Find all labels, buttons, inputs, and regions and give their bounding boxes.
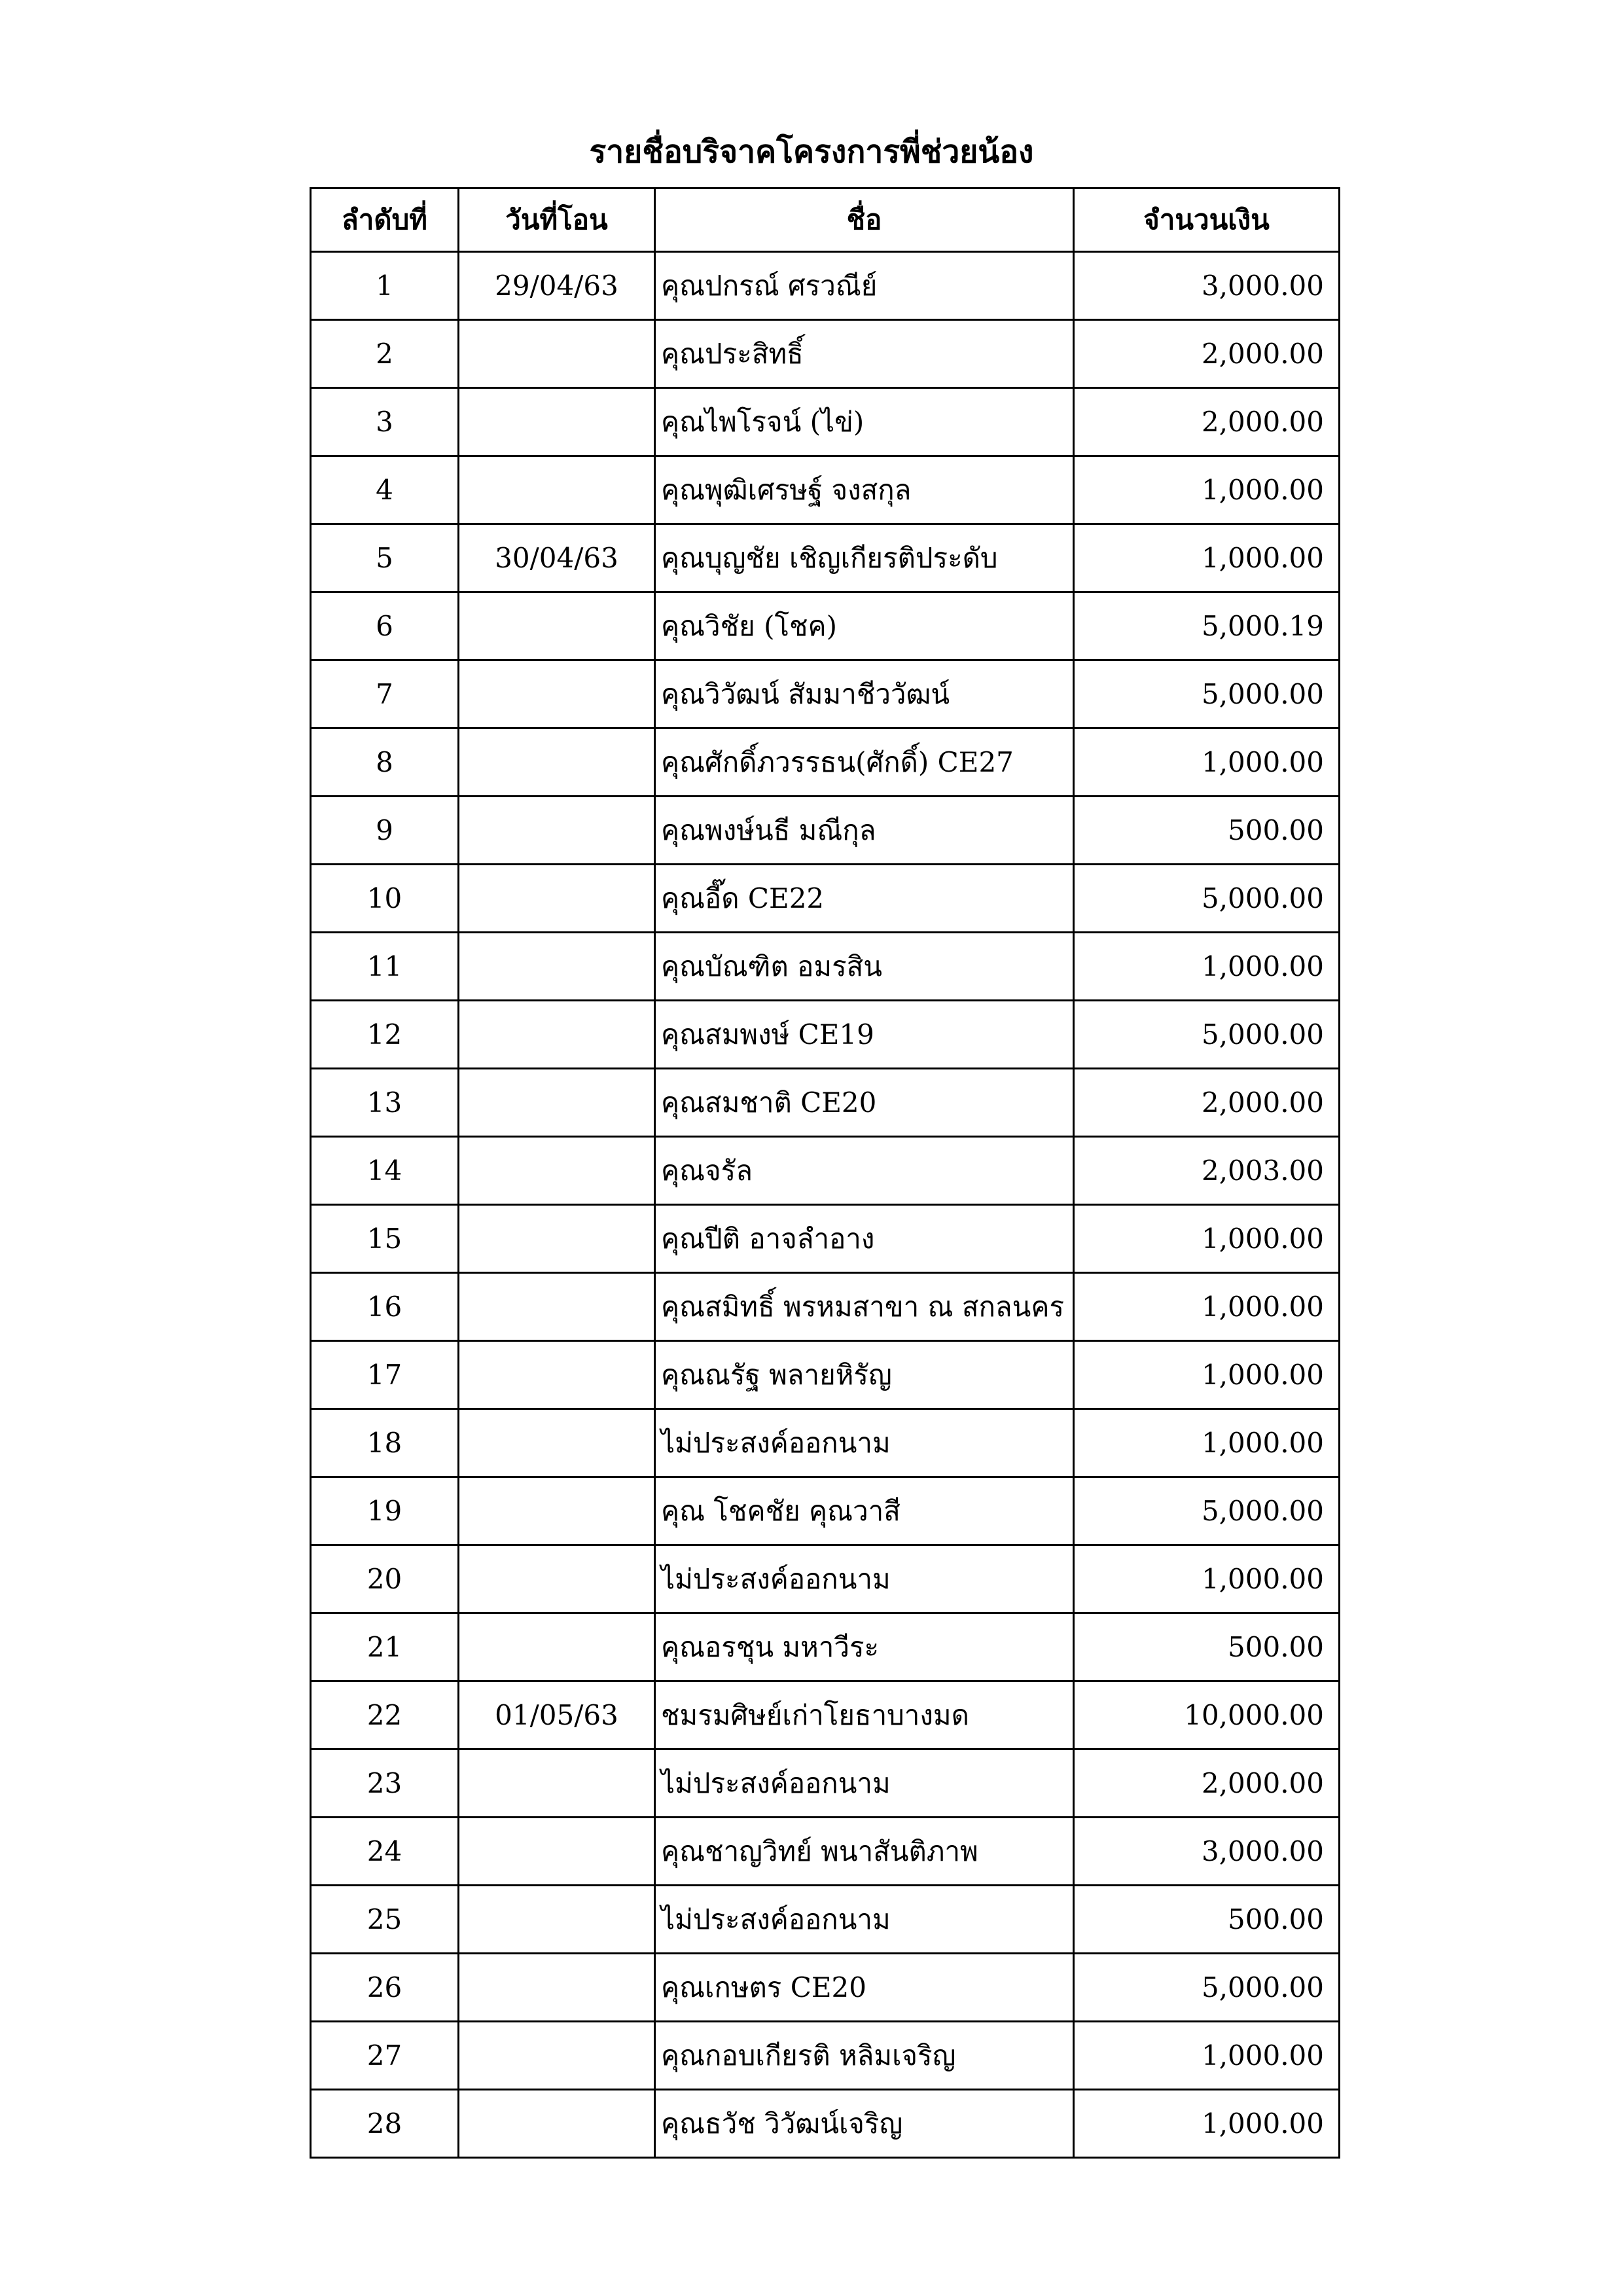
table-row bbox=[311, 2022, 1340, 2090]
header-date: วันที่โอน bbox=[459, 188, 655, 252]
header-no: ลำดับที่ bbox=[311, 188, 459, 252]
cell-date bbox=[459, 2090, 655, 2158]
cell-no: 23 bbox=[311, 1749, 459, 1818]
table-row bbox=[311, 1341, 1340, 1409]
cell-no: 20 bbox=[311, 1545, 459, 1613]
cell-date bbox=[459, 592, 655, 660]
cell-no: 7 bbox=[311, 660, 459, 728]
cell-name: คุณชาญวิทย์ พนาสันติภาพ bbox=[655, 1818, 1074, 1886]
table-row bbox=[311, 1749, 1340, 1818]
table-row bbox=[311, 1205, 1340, 1273]
cell-name: ไม่ประสงค์ออกนาม bbox=[655, 1409, 1074, 1477]
cell-name: ไม่ประสงค์ออกนาม bbox=[655, 1545, 1074, 1613]
cell-date bbox=[459, 797, 655, 865]
cell-amount: 1,000.00 bbox=[1074, 524, 1340, 592]
cell-amount: 5,000.00 bbox=[1074, 1954, 1340, 2022]
table-row bbox=[311, 592, 1340, 660]
cell-date bbox=[459, 456, 655, 524]
cell-amount: 1,000.00 bbox=[1074, 1545, 1340, 1613]
cell-amount: 500.00 bbox=[1074, 1886, 1340, 1954]
cell-amount: 1,000.00 bbox=[1074, 2090, 1340, 2158]
cell-name: คุณ โชคชัย คุณวาสี bbox=[655, 1477, 1074, 1545]
cell-amount: 2,000.00 bbox=[1074, 1749, 1340, 1818]
cell-date bbox=[459, 1137, 655, 1205]
cell-amount: 2,003.00 bbox=[1074, 1137, 1340, 1205]
cell-date bbox=[459, 388, 655, 456]
cell-no: 28 bbox=[311, 2090, 459, 2158]
table-row bbox=[311, 1477, 1340, 1545]
cell-date bbox=[459, 1818, 655, 1886]
cell-no: 13 bbox=[311, 1069, 459, 1137]
cell-name: คุณสมชาติ CE20 bbox=[655, 1069, 1074, 1137]
cell-name: คุณพงษ์นธี มณีกุล bbox=[655, 797, 1074, 865]
cell-date: 29/04/63 bbox=[459, 252, 655, 320]
cell-amount: 10,000.00 bbox=[1074, 1681, 1340, 1749]
table-row bbox=[311, 252, 1340, 320]
table-row bbox=[311, 660, 1340, 728]
cell-name: คุณสมิทธิ์ พรหมสาขา ณ สกลนคร bbox=[655, 1273, 1074, 1341]
cell-date bbox=[459, 1001, 655, 1069]
cell-amount: 5,000.00 bbox=[1074, 1477, 1340, 1545]
cell-name: ชมรมศิษย์เก่าโยธาบางมด bbox=[655, 1681, 1074, 1749]
cell-date: 30/04/63 bbox=[459, 524, 655, 592]
cell-name: คุณอี๊ด CE22 bbox=[655, 865, 1074, 933]
table-row bbox=[311, 1545, 1340, 1613]
cell-name: คุณกอบเกียรติ หลิมเจริญ bbox=[655, 2022, 1074, 2090]
cell-name: คุณบุญชัย เชิญเกียรติประดับ bbox=[655, 524, 1074, 592]
table-row bbox=[311, 1273, 1340, 1341]
cell-name: คุณประสิทธิ์ bbox=[655, 320, 1074, 388]
cell-date bbox=[459, 1069, 655, 1137]
cell-no: 3 bbox=[311, 388, 459, 456]
cell-no: 2 bbox=[311, 320, 459, 388]
cell-amount: 1,000.00 bbox=[1074, 1409, 1340, 1477]
cell-no: 26 bbox=[311, 1954, 459, 2022]
table-row bbox=[311, 1681, 1340, 1749]
cell-name: คุณวิชัย (โชค) bbox=[655, 592, 1074, 660]
cell-amount: 500.00 bbox=[1074, 1613, 1340, 1681]
cell-amount: 1,000.00 bbox=[1074, 456, 1340, 524]
cell-name: คุณปีติ อาจลำอาง bbox=[655, 1205, 1074, 1273]
cell-date bbox=[459, 1954, 655, 2022]
cell-date bbox=[459, 1886, 655, 1954]
cell-date bbox=[459, 1273, 655, 1341]
cell-amount: 2,000.00 bbox=[1074, 320, 1340, 388]
cell-no: 19 bbox=[311, 1477, 459, 1545]
table-row bbox=[311, 797, 1340, 865]
cell-no: 6 bbox=[311, 592, 459, 660]
cell-no: 15 bbox=[311, 1205, 459, 1273]
cell-no: 27 bbox=[311, 2022, 459, 2090]
table-header-row bbox=[311, 188, 1340, 252]
cell-name: คุณปกรณ์ ศรวณีย์ bbox=[655, 252, 1074, 320]
cell-amount: 5,000.00 bbox=[1074, 1001, 1340, 1069]
cell-amount: 2,000.00 bbox=[1074, 388, 1340, 456]
cell-date bbox=[459, 2022, 655, 2090]
cell-date bbox=[459, 1205, 655, 1273]
cell-amount: 3,000.00 bbox=[1074, 1818, 1340, 1886]
table-row bbox=[311, 1001, 1340, 1069]
table-row bbox=[311, 1137, 1340, 1205]
cell-date bbox=[459, 728, 655, 797]
cell-amount: 1,000.00 bbox=[1074, 2022, 1340, 2090]
table-row bbox=[311, 456, 1340, 524]
cell-name: คุณจรัล bbox=[655, 1137, 1074, 1205]
table-row bbox=[311, 320, 1340, 388]
cell-no: 16 bbox=[311, 1273, 459, 1341]
cell-amount: 500.00 bbox=[1074, 797, 1340, 865]
table-row bbox=[311, 1954, 1340, 2022]
cell-name: คุณวิวัฒน์ สัมมาชีววัฒน์ bbox=[655, 660, 1074, 728]
cell-no: 12 bbox=[311, 1001, 459, 1069]
cell-amount: 5,000.19 bbox=[1074, 592, 1340, 660]
cell-no: 5 bbox=[311, 524, 459, 592]
table-row bbox=[311, 1613, 1340, 1681]
table-row bbox=[311, 933, 1340, 1001]
cell-no: 10 bbox=[311, 865, 459, 933]
cell-date bbox=[459, 1545, 655, 1613]
donation-table bbox=[310, 187, 1340, 2159]
cell-no: 22 bbox=[311, 1681, 459, 1749]
cell-no: 25 bbox=[311, 1886, 459, 1954]
cell-no: 9 bbox=[311, 797, 459, 865]
cell-no: 11 bbox=[311, 933, 459, 1001]
cell-no: 24 bbox=[311, 1818, 459, 1886]
cell-no: 1 bbox=[311, 252, 459, 320]
table-row bbox=[311, 524, 1340, 592]
table-row bbox=[311, 728, 1340, 797]
table-row bbox=[311, 388, 1340, 456]
cell-no: 4 bbox=[311, 456, 459, 524]
cell-name: คุณบัณฑิต อมรสิน bbox=[655, 933, 1074, 1001]
cell-date bbox=[459, 1613, 655, 1681]
page-title: รายชื่อบริจาคโครงการพี่ช่วยน้อง bbox=[589, 134, 1034, 170]
cell-date bbox=[459, 1749, 655, 1818]
cell-amount: 5,000.00 bbox=[1074, 660, 1340, 728]
cell-date bbox=[459, 1477, 655, 1545]
cell-amount: 3,000.00 bbox=[1074, 252, 1340, 320]
cell-no: 18 bbox=[311, 1409, 459, 1477]
cell-name: คุณธวัช วิวัฒน์เจริญ bbox=[655, 2090, 1074, 2158]
table-row bbox=[311, 1818, 1340, 1886]
cell-name: คุณณรัฐ พลายหิรัญ bbox=[655, 1341, 1074, 1409]
cell-name: คุณอรชุน มหาวีระ bbox=[655, 1613, 1074, 1681]
cell-name: คุณศักดิ์ภวรรธน(ศักดิ์) CE27 bbox=[655, 728, 1074, 797]
cell-name: คุณพุฒิเศรษฐ์ จงสกุล bbox=[655, 456, 1074, 524]
cell-date bbox=[459, 320, 655, 388]
cell-amount: 1,000.00 bbox=[1074, 728, 1340, 797]
cell-amount: 1,000.00 bbox=[1074, 933, 1340, 1001]
table-row bbox=[311, 2090, 1340, 2158]
table-row bbox=[311, 1409, 1340, 1477]
cell-amount: 1,000.00 bbox=[1074, 1341, 1340, 1409]
cell-no: 8 bbox=[311, 728, 459, 797]
cell-amount: 1,000.00 bbox=[1074, 1205, 1340, 1273]
cell-amount: 2,000.00 bbox=[1074, 1069, 1340, 1137]
cell-name: ไม่ประสงค์ออกนาม bbox=[655, 1749, 1074, 1818]
cell-date bbox=[459, 1341, 655, 1409]
cell-date bbox=[459, 1409, 655, 1477]
cell-date: 01/05/63 bbox=[459, 1681, 655, 1749]
header-name: ชื่อ bbox=[655, 188, 1074, 252]
cell-no: 14 bbox=[311, 1137, 459, 1205]
cell-date bbox=[459, 933, 655, 1001]
cell-no: 21 bbox=[311, 1613, 459, 1681]
cell-date bbox=[459, 660, 655, 728]
cell-name: คุณเกษตร CE20 bbox=[655, 1954, 1074, 2022]
table-row bbox=[311, 1069, 1340, 1137]
cell-no: 17 bbox=[311, 1341, 459, 1409]
cell-name: ไม่ประสงค์ออกนาม bbox=[655, 1886, 1074, 1954]
table-row bbox=[311, 1886, 1340, 1954]
table-row bbox=[311, 865, 1340, 933]
cell-amount: 1,000.00 bbox=[1074, 1273, 1340, 1341]
cell-amount: 5,000.00 bbox=[1074, 865, 1340, 933]
table-body bbox=[311, 252, 1340, 2158]
cell-name: คุณไพโรจน์ (ไข่) bbox=[655, 388, 1074, 456]
header-amount: จำนวนเงิน bbox=[1074, 188, 1340, 252]
cell-name: คุณสมพงษ์ CE19 bbox=[655, 1001, 1074, 1069]
cell-date bbox=[459, 865, 655, 933]
